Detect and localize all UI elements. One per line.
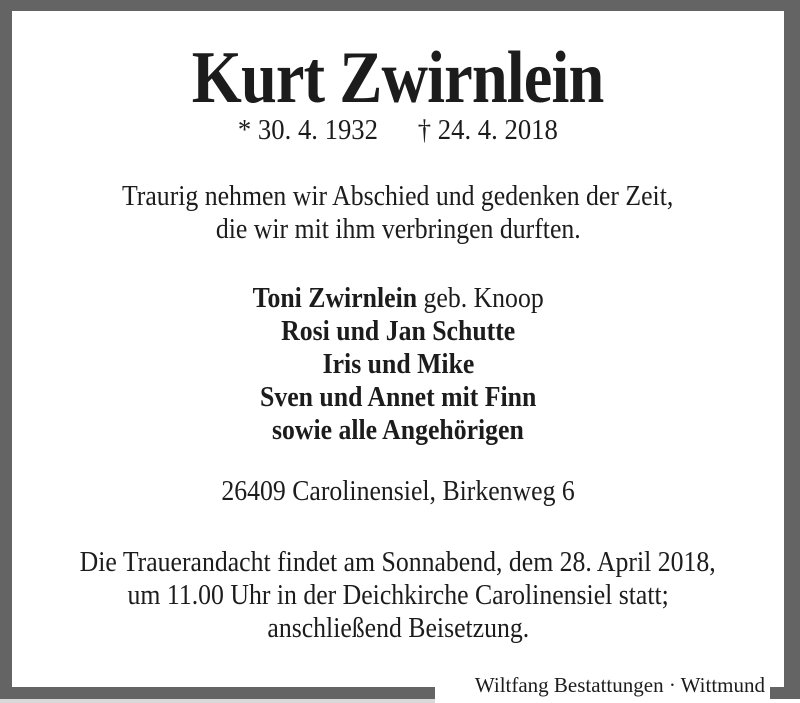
deceased-name-heading [12,38,784,118]
life-dates [12,112,784,148]
frame-bottom-bar-right [770,687,800,699]
bottom-edge-strip [0,699,435,703]
mourner-line-3: Iris und Mike [322,349,474,380]
deceased-name-text: Kurt Zwirnlein [192,37,604,119]
service-line-3: anschließend Beisetzung. [267,613,529,644]
death-date: † 24. 4. 2018 [417,114,558,146]
service-paragraph [12,546,784,645]
frame-top-bar [0,0,800,11]
intro-line-2: die wir mit ihm verbringen durften. [215,214,581,245]
mourner-line-2: Rosi und Jan Schutte [280,316,516,347]
frame-bottom-bar-left [0,687,435,699]
mourner-line-5: sowie alle Angehörigen [272,415,524,446]
address-line: 26409 Carolinensiel, Birkenweg 6 [221,476,575,507]
mourner-maiden-name: geb. Knoop [416,283,544,314]
funeral-home-credit: Wiltfang Bestattungen · Wittmund [474,673,765,697]
intro-line-1: Traurig nehmen wir Abschied und gedenken der Zeit, [122,181,674,212]
mourner-line-4: Sven und Annet mit Finn [259,382,537,413]
service-line-1: Die Trauerandacht findet am Sonnabend, dem 28. April 2018, [79,547,717,578]
frame-right-bar [784,0,800,699]
frame-left-bar [0,0,12,699]
mourner-line-1 [12,282,784,315]
intro-paragraph [12,180,784,246]
birth-date: * 30. 4. 1932 [238,114,379,146]
service-line-2: um 11.00 Uhr in der Deichkirche Carolinensiel statt; [127,580,669,611]
mourners-list [12,282,784,447]
mourner-name-bold: Toni Zwirnlein [252,283,417,314]
